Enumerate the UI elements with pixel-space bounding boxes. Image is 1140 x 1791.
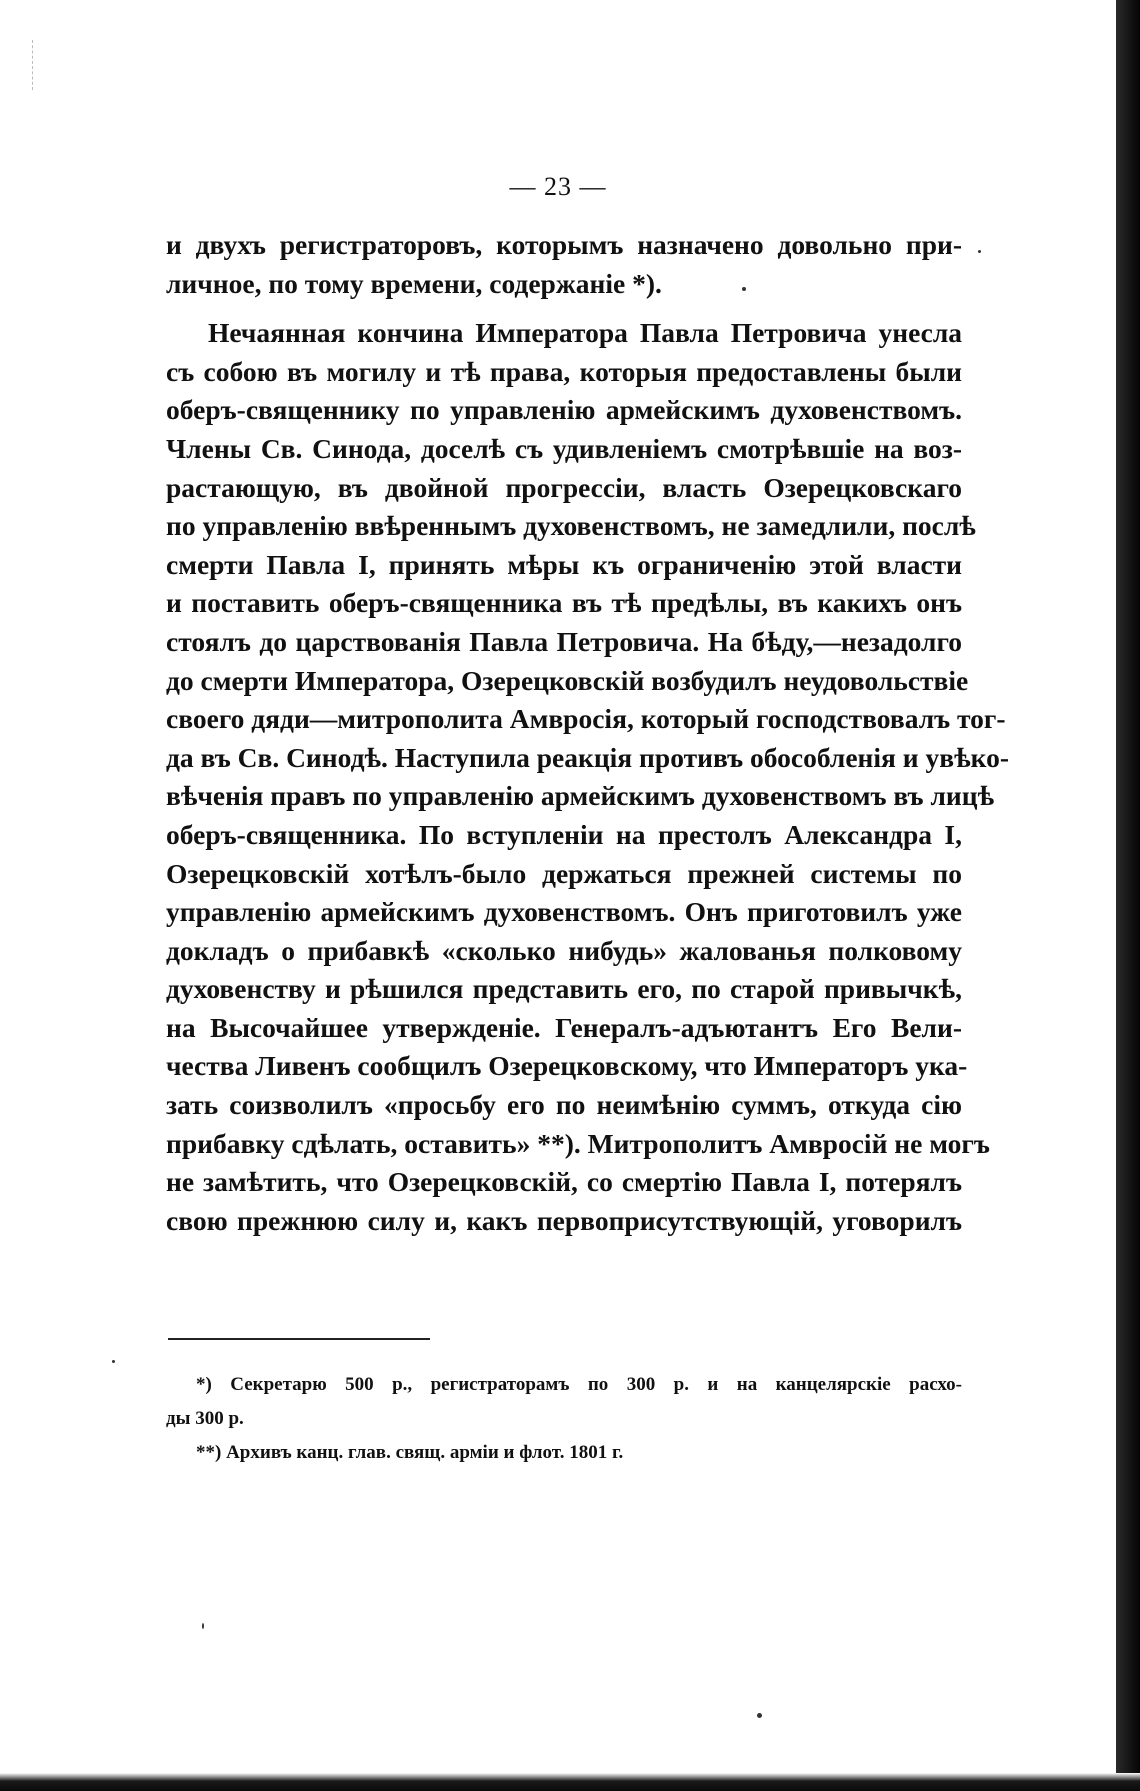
text-line: прибавку сдѣлать, оставить» **). Митрополитъ Амвросій не могъ bbox=[166, 1127, 990, 1159]
footnote-line: ды 300 р. bbox=[166, 1408, 244, 1429]
text-line: чества Ливенъ сообщилъ Озерецковскому, что Императоръ ука- bbox=[166, 1050, 968, 1082]
text-line: оберъ-священника. По вступленіи на престолъ Александра I, bbox=[166, 818, 962, 850]
paragraph-gap bbox=[166, 303, 962, 314]
text-line: на Высочайшее утвержденіе. Генералъ-адъютантъ Его Вели- bbox=[166, 1011, 962, 1043]
text-line: до смерти Императора, Озерецковскій возбудилъ неудовольствіе bbox=[166, 664, 969, 696]
text-line: вѣченія правъ по управленію армейскимъ духовенствомъ въ лицѣ bbox=[166, 780, 995, 812]
text-line: духовенству и рѣшился представить его, по старой привычкѣ, bbox=[166, 973, 962, 1005]
text-line: докладъ о прибавкѣ «сколько нибудь» жалованья полковому bbox=[166, 934, 962, 966]
text-line: своего дяди—митрополита Амвросія, который господствовалъ тог- bbox=[166, 703, 1006, 735]
text-line: зать соизволилъ «просьбу его по неимѣнію суммъ, откуда сію bbox=[166, 1089, 962, 1121]
text-line: по управленію ввѣреннымъ духовенствомъ, не замедлили, послѣ bbox=[166, 510, 976, 542]
text-line: съ собою въ могилу и тѣ права, которыя предоставлены были bbox=[166, 355, 962, 387]
footnote-separator bbox=[168, 1338, 430, 1340]
scan-speck bbox=[202, 1623, 204, 1629]
text-line: личное, по тому времени, содержаніе *). bbox=[166, 267, 662, 299]
text-line: Нечаянная кончина Императора Павла Петровича унесла bbox=[208, 317, 962, 349]
text-line: стоялъ до царствованія Павла Петровича. На бѣду,—незадолго bbox=[166, 625, 962, 657]
footnote-line: *) Секретарю 500 р., регистраторамъ по 300 р. и на канцелярскіе расхо- bbox=[196, 1374, 962, 1395]
scan-speck bbox=[757, 1713, 762, 1718]
text-line: оберъ-священнику по управленію армейскимъ духовенствомъ. bbox=[166, 394, 962, 426]
text-line: Озерецковскій хотѣлъ-было держаться прежней системы по bbox=[166, 857, 962, 889]
scan-edge-right bbox=[1116, 0, 1140, 1791]
text-line: управленію армейскимъ духовенствомъ. Онъ приготовилъ уже bbox=[166, 896, 962, 928]
footnotes bbox=[166, 1368, 962, 1470]
body-text bbox=[166, 226, 1010, 1240]
text-line: Члены Св. Синода, доселѣ съ удивленіемъ смотрѣвшіе на воз- bbox=[166, 432, 962, 464]
page-number: — 23 — bbox=[509, 172, 607, 201]
text-line: свою прежнюю силу и, какъ первоприсутствующій, уговорилъ bbox=[166, 1204, 962, 1236]
text-line: растающую, въ двойной прогрессіи, власть Озерецковскаго bbox=[166, 471, 962, 503]
scan-margin-marks bbox=[32, 40, 35, 90]
text-line: и поставить оберъ-священника въ тѣ предѣлы, въ какихъ онъ bbox=[166, 587, 962, 619]
scan-speck bbox=[112, 1360, 115, 1363]
footnote-line: **) Архивъ канц. глав. свящ. арміи и флот. 1801 г. bbox=[196, 1442, 624, 1463]
text-line: и двухъ регистраторовъ, которымъ назначено довольно при- bbox=[166, 229, 962, 260]
scan-speck bbox=[978, 250, 981, 253]
text-line: не замѣтить, что Озерецковскій, со смертію Павла I, потерялъ bbox=[166, 1166, 962, 1198]
scan-edge-bottom bbox=[0, 1773, 1140, 1791]
text-line: смерти Павла I, принять мѣры къ ограниченію этой власти bbox=[166, 548, 962, 580]
text-line: да въ Св. Синодѣ. Наступила реакція противъ обособленія и увѣко- bbox=[166, 741, 1010, 773]
